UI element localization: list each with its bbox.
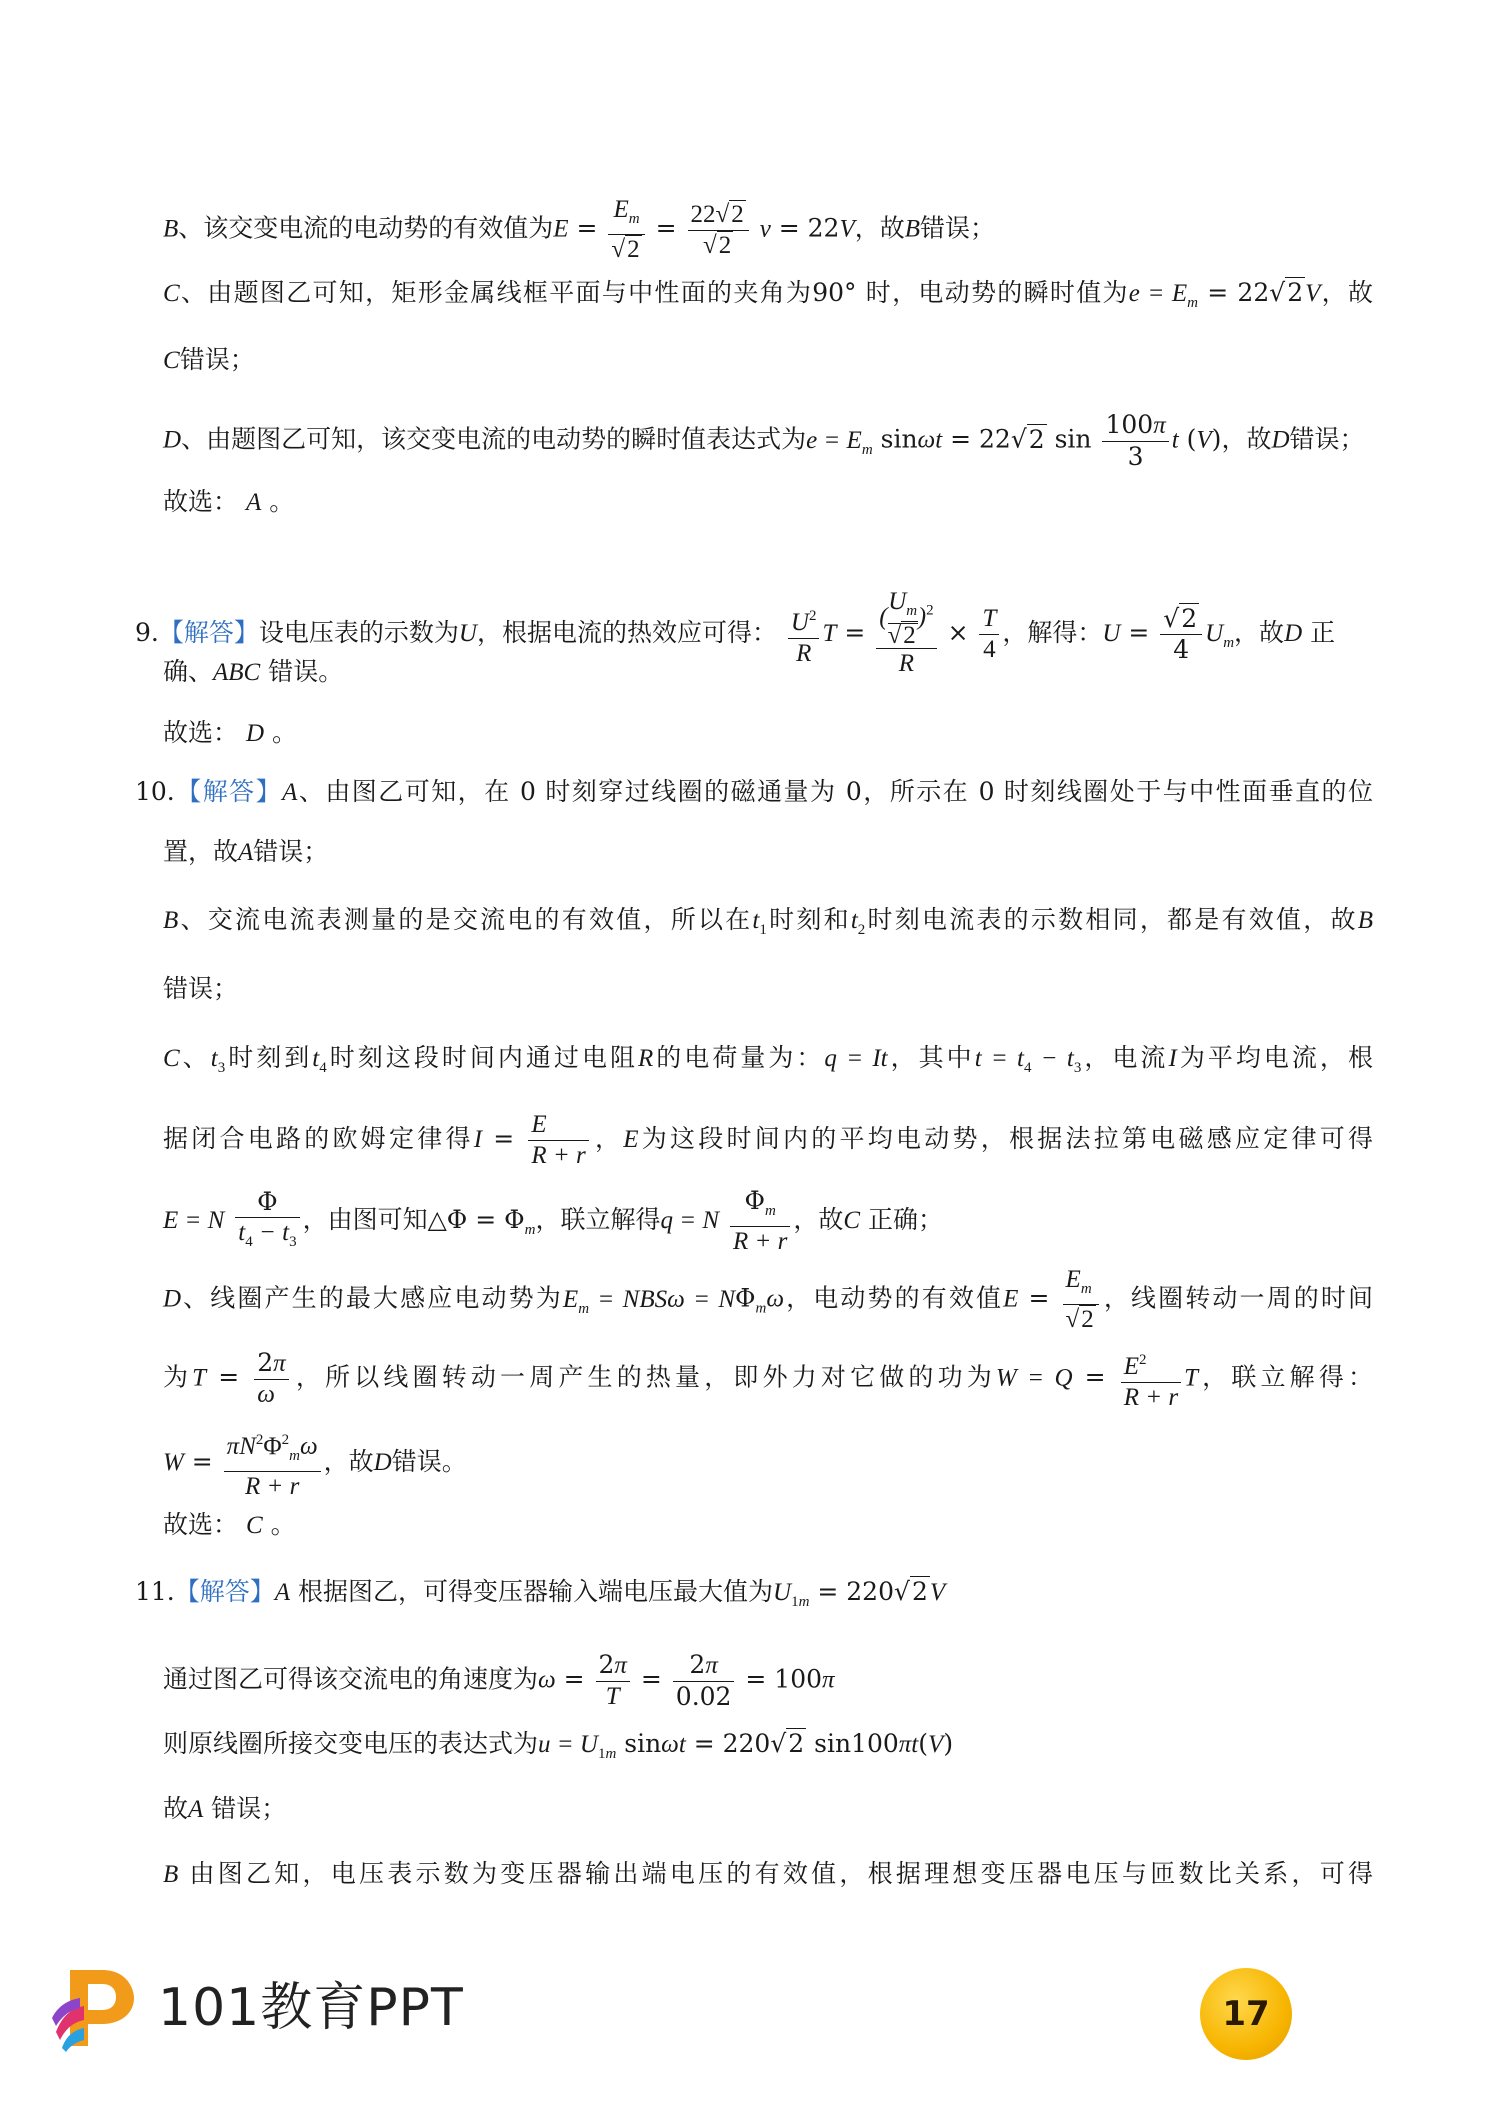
question-10-c: C、$t_3$时刻到$t_4$时刻这段时间内通过电阻R的电荷量为：q = It，其中$t = t_4 - t_3$，电流I为平均电流，根	[163, 1043, 1373, 1076]
line-8b: B、该交变电流的电动势的有效值为E = $\frac{E_m}{√2}$ = $\frac{22√2}{√2}$ v = 22V，故B错误；	[163, 196, 996, 263]
page-number-badge: 17	[1200, 1968, 1292, 2060]
question-11-b: B 由图乙知，电压表示数为变压器输出端电压的有效值，根据理想变压器电压与匝数比关系，可得	[163, 1859, 1373, 1888]
question-11-omega: 通过图乙可得该交流电的角速度为ω = $\frac{2\pi}{T}$ = $\frac{2\pi}{0.02}$ = 100π	[163, 1650, 835, 1711]
formula-fraction: $\frac{E_m}{√2}$	[608, 195, 644, 265]
question-11-line1: 11.【解答】A 根据图乙，可得变压器输入端电压最大值为$U_{1m} = 220√2V$	[135, 1577, 946, 1610]
answer-tag: 【解答】	[174, 1577, 275, 1606]
question-10-b-cont: 错误；	[163, 974, 239, 1003]
brand-logo-icon	[50, 1960, 142, 2052]
question-10-line2: 置，故A错误；	[163, 837, 329, 866]
question-10-d3: W = $\frac{\pi N^2\Phi^2_m\omega}{R + r}$ ，故D错误。	[163, 1432, 467, 1500]
line-8-answer: 故选： A 。	[163, 487, 295, 516]
question-10-line1: 10.【解答】A、由图乙可知，在 0 时刻穿过线圈的磁通量为 0，所示在 0 时刻线圈处于与中性面垂直的位	[135, 777, 1373, 806]
line-8c: C、由题图乙可知，矩形金属线框平面与中性面的夹角为90° 时，电动势的瞬时值为$e = E_m = 22√2V$，故	[163, 278, 1373, 311]
answer-tag: 【解答】	[174, 777, 283, 806]
line-8d: D、由题图乙可知，该交变电流的电动势的瞬时值表达式为$e = E_m$ sinωt = 22√2 sin $\frac{100\pi}{3}$ t (V)，故D错误；	[163, 410, 1365, 471]
question-10-d: D、线圈产生的最大感应电动势为$E_m = NBS\omega = N\Phi_m\omega$，电动势的有效值E = $\frac{E_m}{√2}$ ，线圈转动一周的时间	[163, 1266, 1373, 1333]
question-10-c2: 据闭合电路的欧姆定律得I = $\frac{E}{R + r}$ ，E为这段时间内的平均电动势，根据法拉第电磁感应定律可得	[163, 1111, 1373, 1169]
question-9-line1: 9.【解答】设电压表的示数为U，根据电流的热效应可得： $\frac{U^2}{R}$ T = ( $\frac{U_m}{√2}$ )$^2$ R × $\frac{T}{4}$ ，解得：U = $\frac{√2}{4}$ $U_m$，故D 正	[135, 588, 1336, 677]
question-10-c3: E = N $\frac{\Phi}{t_4 - t_3}$ ，由图可知△Φ = $\Phi_m$，联立解得q = N $\frac{\Phi_m}{R + r}$ ，故C 正确；	[163, 1186, 944, 1255]
answer-tag: 【解答】	[158, 618, 259, 647]
brand-logo-text: 101教育PPT	[158, 1978, 464, 2038]
question-11-wrong: 故A 错误；	[163, 1794, 287, 1823]
line-10-answer: 故选： C 。	[163, 1510, 296, 1539]
line-8c-cont: C错误；	[163, 345, 255, 374]
question-11-expr: 则原线圈所接交变电压的表达式为$u = U_{1m}$ sinωt = 220√2 sin100πt(V)	[163, 1729, 954, 1762]
line-9-answer: 故选： D 。	[163, 718, 297, 747]
question-9-line2: 确、ABC 错误。	[163, 657, 344, 686]
question-10-b: B、交流电流表测量的是交流电的有效值，所以在$t_1$时刻和$t_2$时刻电流表的示数相同，都是有效值，故B	[163, 905, 1373, 938]
question-10-d2: 为T = $\frac{2\pi}{\omega}$ ，所以线圈转动一周产生的热量，即外力对它做的功为W = Q = $\frac{E^2}{R + r}$ T，联立解得：	[163, 1348, 1373, 1411]
